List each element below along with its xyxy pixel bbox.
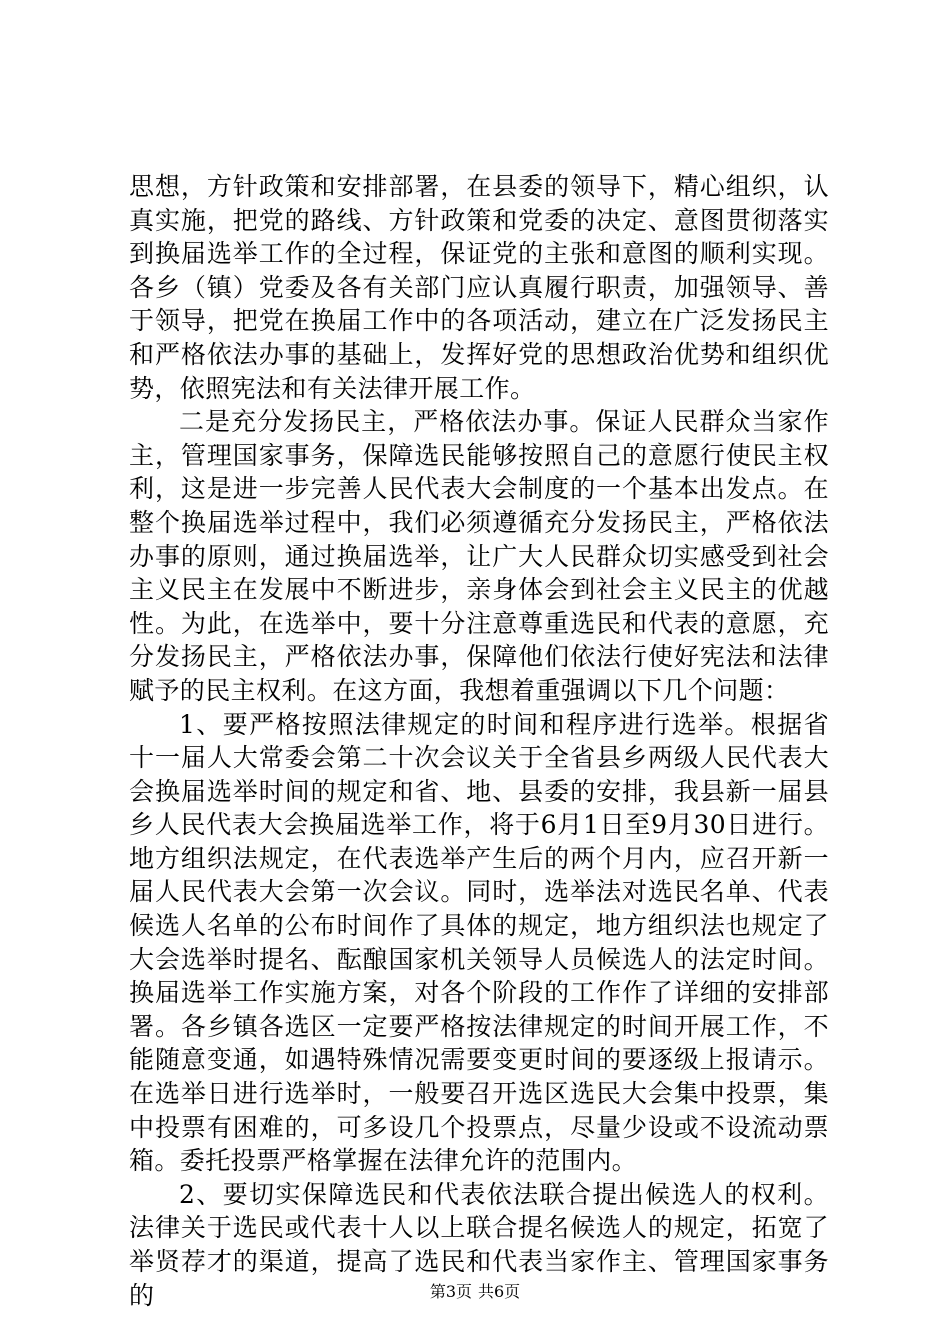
paragraph-principle-two: 二是充分发扬民主，严格依法办事。保证人民群众当家作主，管理国家事务，保障选民能够按照自己的意愿行使民主权利，这是进一步完善人民代表大会制度的一个基本出发点。在整个换届选举过程中，我们必须遵循充分发扬民主，严格依法办事的原则，通过换届选举，让广大人民群众切实感受到社会主义民主在发展中不断进步，亲身体会到社会主义民主的优越性。为此，在选举中，要十分注意尊重选民和代表的意愿，充分发扬民主，严格依法办事，保障他们依法行使好宪法和法律赋予的民主权利。在这方面，我想着重强调以下几个问题： [129, 407, 829, 705]
document-body [129, 170, 829, 1312]
page-footer [0, 1282, 950, 1302]
paragraph-item-two: 2、要切实保障选民和代表依法联合提出候选人的权利。法律关于选民或代表十人以上联合提名候选人的规定，拓宽了举贤荐才的渠道，提高了选民和代表当家作主、管理国家事务的 [129, 1179, 829, 1310]
paragraph-continuation: 思想，方针政策和安排部署，在县委的领导下，精心组织，认真实施，把党的路线、方针政策和党委的决定、意图贯彻落实到换届选举工作的全过程，保证党的主张和意图的顺利实现。各乡（镇）党委及各有关部门应认真履行职责，加强领导、善于领导，把党在换届工作中的各项活动，建立在广泛发扬民主和严格依法办事的基础上，发挥好党的思想政治优势和组织优势，依照宪法和有关法律开展工作。 [129, 172, 829, 403]
page-number: 第3页 [429, 1282, 472, 1301]
page-total: 共6页 [478, 1282, 521, 1301]
paragraph-item-one: 1、要严格按照法律规定的时间和程序进行选举。根据省十一届人大常委会第二十次会议关于全省县乡两级人民代表大会换届选举时间的规定和省、地、县委的安排，我县新一届县乡人民代表大会换届选举工作，将于6月1日至9月30日进行。地方组织法规定，在代表选举产生后的两个月内，应召开新一届人民代表大会第一次会议。同时，选举法对选民名单、代表候选人名单的公布时间作了具体的规定，地方组织法也规定了大会选举时提名、酝酿国家机关领导人员候选人的法定时间。换届选举工作实施方案，对各个阶段的工作作了详细的安排部署。各乡镇各选区一定要严格按法律规定的时间开展工作，不能随意变通，如遇特殊情况需要变更时间的要逐级上报请示。在选举日进行选举时，一般要召开选区选民大会集中投票，集中投票有困难的，可多设几个投票点，尽量少设或不设流动票箱。委托投票严格掌握在法律允许的范围内。 [129, 709, 829, 1176]
